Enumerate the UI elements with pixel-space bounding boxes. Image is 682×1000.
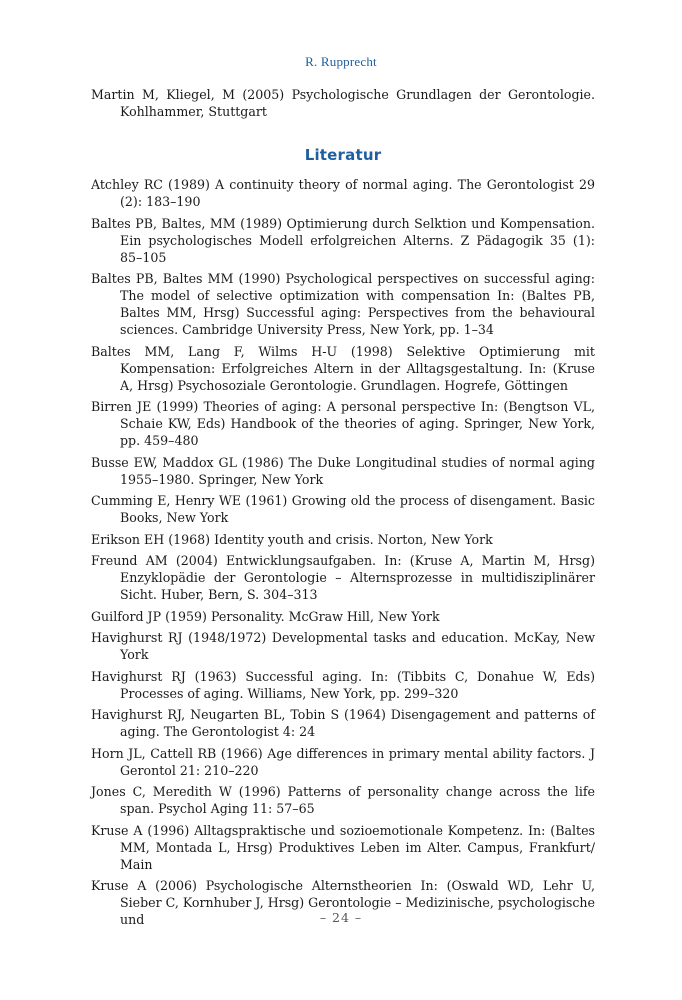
- reference-entry: Atchley RC (1989) A continuity theory of normal aging. The Gerontologist 29 (2): 183–190: [91, 177, 595, 209]
- reference-entry: Jones C, Meredith W (1996) Patterns of personality change across the life span. Psychol Aging 11: 57–65: [91, 784, 595, 816]
- reference-entry: Martin M, Kliegel, M (2005) Psychologische Grundlagen der Gerontologie. Kohlhammer, Stuttgart: [91, 87, 595, 119]
- reference-entry: Guilford JP (1959) Personality. McGraw Hill, New York: [91, 608, 440, 624]
- reference-entry: Havighurst RJ (1963) Successful aging. In: (Tibbits C, Donahue W, Eds) Processes of aging. Williams, New York, pp. 299–320: [91, 668, 595, 701]
- reference-entry: Cumming E, Henry WE (1961) Growing old the process of disengament. Basic Books, New York: [91, 493, 595, 525]
- reference-entry: Baltes PB, Baltes MM (1990) Psychological perspectives on successful aging: The model of selective optimization with compensation In: (Baltes PB, Baltes MM, Hrsg) Successful aging: Perspectives from the behavioural sciences. Cambridge University Press, New York, pp. 1–34: [91, 271, 595, 337]
- reference-entry: Kruse A (2006) Psychologische Alternstheorien In: (Oswald WD, Lehr U, Sieber C, Kornhuber J, Hrsg) Gerontologie – Medizinische, psychologische und: [91, 878, 595, 927]
- section-title: Literatur: [304, 146, 382, 164]
- reference-entry: Busse EW, Maddox GL (1986) The Duke Longitudinal studies of normal aging 1955–1980. Springer, New York: [91, 454, 595, 487]
- reference-entry: Baltes MM, Lang F, Wilms H-U (1998) Selektive Optimierung mit Kompensation: Erfolgreiches Altern in der Alltagsgestaltung. In: (Kruse A, Hrsg) Psychosoziale Gerontologie. Grundlagen. Hogrefe, Göttingen: [91, 343, 595, 393]
- top-reference-list: [91, 86, 595, 120]
- reference-entry: Freund AM (2004) Entwicklungsaufgaben. In: (Kruse A, Martin M, Hrsg) Enzyklopädie der Gerontologie – Alternsprozesse in multidisziplinärer Sicht. Huber, Bern, S. 304–313: [91, 553, 595, 602]
- running-head: R. Rupprecht: [305, 54, 377, 69]
- page-number: – 24 –: [319, 910, 363, 925]
- page-content: [91, 86, 595, 933]
- reference-entry: Birren JE (1999) Theories of aging: A personal perspective In: (Bengtson VL, Schaie KW, Eds) Handbook of the theories of aging. Springer, New York, pp. 459–480: [91, 399, 595, 448]
- reference-entry: Horn JL, Cattell RB (1966) Age differences in primary mental ability factors. J Gerontol 21: 210–220: [91, 745, 595, 778]
- reference-entry: Kruse A (1996) Alltagspraktische und sozioemotionale Kompetenz. In: (Baltes MM, Montada L, Hrsg) Produktives Leben im Alter. Campus, Frankfurt/ Main: [91, 822, 595, 872]
- reference-list: [91, 176, 595, 928]
- reference-entry: Havighurst RJ (1948/1972) Developmental tasks and education. McKay, New York: [91, 630, 595, 662]
- reference-entry: Erikson EH (1968) Identity youth and crisis. Norton, New York: [91, 531, 493, 547]
- reference-entry: Havighurst RJ, Neugarten BL, Tobin S (1964) Disengagement and patterns of aging. The Gerontologist 4: 24: [91, 707, 595, 739]
- reference-entry: Baltes PB, Baltes, MM (1989) Optimierung durch Selktion und Kompensation. Ein psychologisches Modell erfolgreichen Alterns. Z Pädagogik 35 (1): 85–105: [91, 215, 595, 265]
